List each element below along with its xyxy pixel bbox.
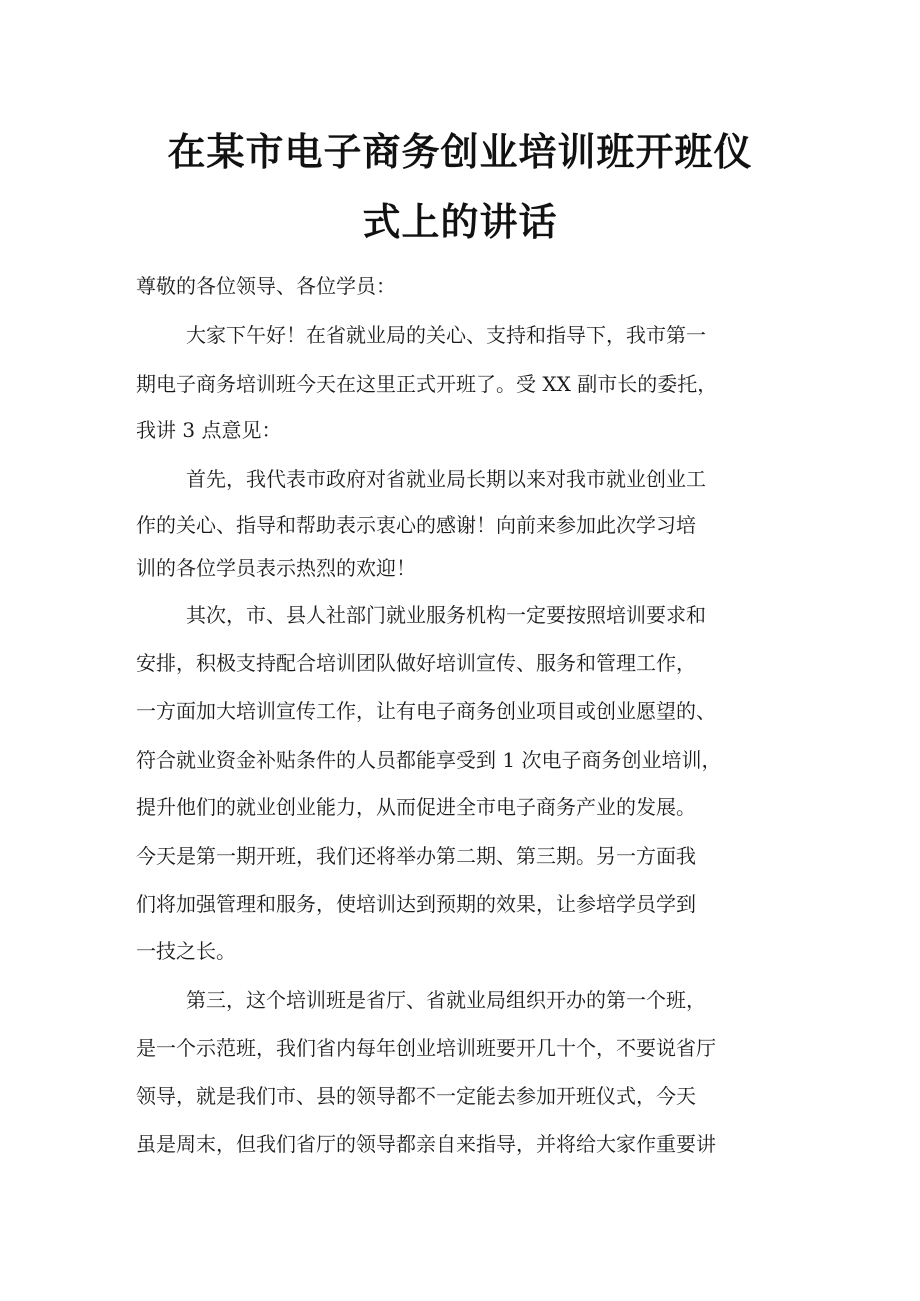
paragraph-line: 大家下午好！在省就业局的关心、支持和指导下，我市第一 <box>186 323 706 347</box>
paragraph-line: 提升他们的就业创业能力，从而促进全市电子商务产业的发展。 <box>136 795 696 819</box>
paragraph-line: 作的关心、指导和帮助表示衷心的感谢！向前来参加此次学习培 <box>136 513 696 537</box>
paragraph-line: 首先，我代表市政府对省就业局长期以来对我市就业创业工 <box>186 467 706 491</box>
paragraph-line: 是一个示范班，我们省内每年创业培训班要开几十个，不要说省厅 <box>136 1036 716 1060</box>
paragraph-line: 符合就业资金补贴条件的人员都能享受到 1 次电子商务创业培训， <box>136 748 722 772</box>
paragraph-line: 期电子商务培训班今天在这里正式开班了。受 XX 副市长的委托， <box>136 372 718 396</box>
paragraph-line: 第三，这个培训班是省厅、省就业局组织开办的第一个班， <box>186 988 706 1012</box>
salutation: 尊敬的各位领导、各位学员： <box>136 274 396 298</box>
paragraph-line: 一技之长。 <box>136 939 236 963</box>
paragraph-line: 领导，就是我们市、县的领导都不一定能去参加开班仪式，今天 <box>136 1084 696 1108</box>
paragraph-line: 们将加强管理和服务，使培训达到预期的效果，让参培学员学到 <box>136 892 696 916</box>
paragraph-line: 一方面加大培训宣传工作，让有电子商务创业项目或创业愿望的、 <box>136 699 716 723</box>
paragraph-line: 今天是第一期开班，我们还将举办第二期、第三期。另一方面我 <box>136 844 696 868</box>
paragraph-line: 安排，积极支持配合培训团队做好培训宣传、服务和管理工作， <box>136 651 696 675</box>
document-title-line-1: 在某市电子商务创业培训班开班仪 <box>167 130 753 174</box>
paragraph-line: 其次，市、县人社部门就业服务机构一定要按照培训要求和 <box>186 603 706 627</box>
paragraph-line: 虽是周末，但我们省厅的领导都亲自来指导，并将给大家作重要讲 <box>136 1132 716 1156</box>
document-title-line-2: 式上的讲话 <box>362 200 558 244</box>
paragraph-line: 训的各位学员表示热烈的欢迎！ <box>136 556 416 580</box>
paragraph-line: 我讲 3 点意见： <box>136 418 282 442</box>
